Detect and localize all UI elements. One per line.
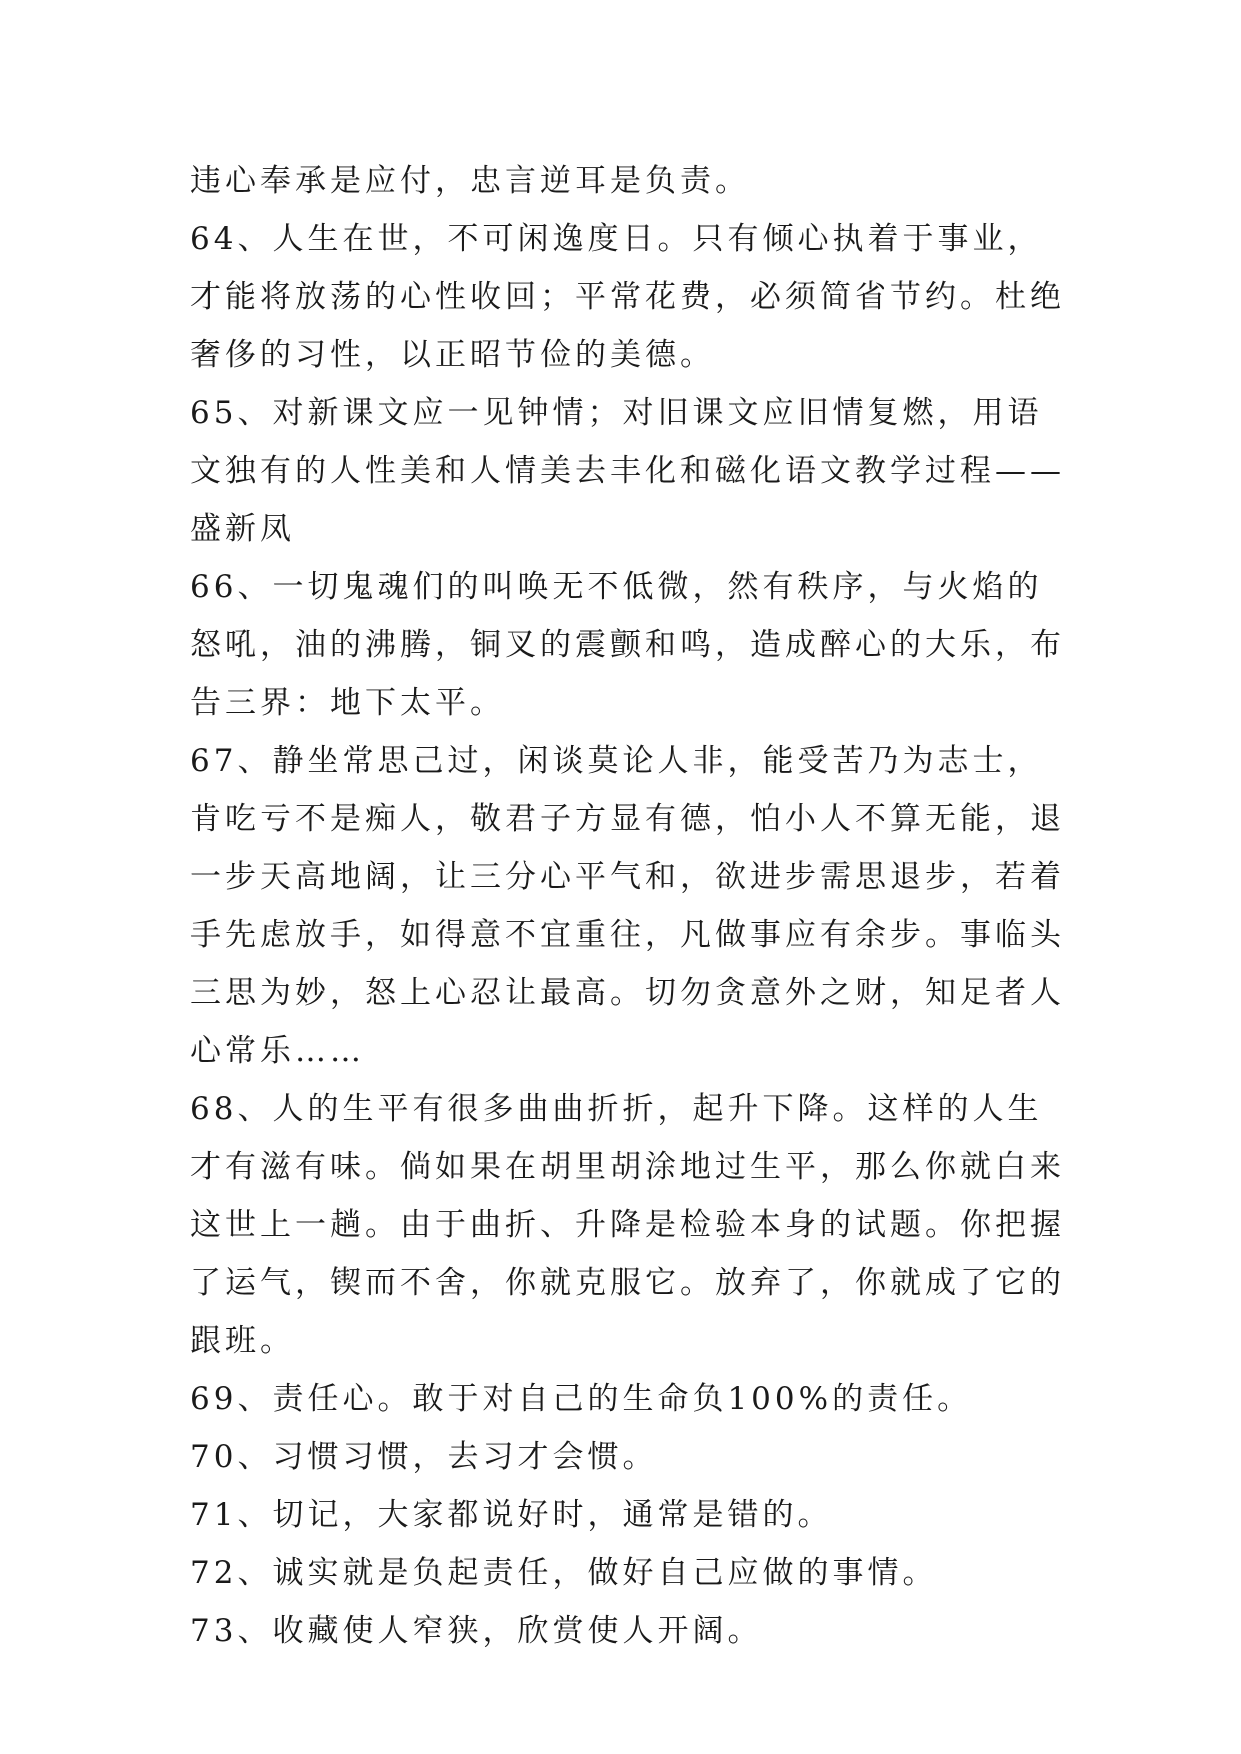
paragraph-64: 64、人生在世，不可闲逸度日。只有倾心执着于事业，才能将放荡的心性收回；平常花费，必须简省节约。杜绝奢侈的习性，以正昭节俭的美德。 xyxy=(190,221,1065,373)
paragraph-70: 70、习惯习惯，去习才会惯。 xyxy=(190,1439,658,1475)
paragraph-67: 67、静坐常思己过，闲谈莫论人非，能受苦乃为志士，肯吃亏不是痴人，敬君子方显有德，怕小人不算无能，退一步天高地阔，让三分心平气和，欲进步需思退步，若着手先虑放手，如得意不宜重往，凡做事应有余步。事临头三思为妙，怒上心忍让最高。切勿贪意外之财，知足者人心常乐…… xyxy=(190,743,1065,1069)
paragraph-continuation: 违心奉承是应付，忠言逆耳是负责。 xyxy=(190,163,750,199)
paragraph-71: 71、切记，大家都说好时，通常是错的。 xyxy=(190,1497,833,1533)
paragraph-68: 68、人的生平有很多曲曲折折，起升下降。这样的人生才有滋有味。倘如果在胡里胡涂地过生平，那么你就白来这世上一趟。由于曲折、升降是检验本身的试题。你把握了运气，锲而不舍，你就克服它。放弃了，你就成了它的跟班。 xyxy=(190,1091,1065,1359)
paragraph-69: 69、责任心。敢于对自己的生命负100%的责任。 xyxy=(190,1381,973,1417)
document-body xyxy=(190,152,1065,1660)
paragraph-73: 73、收藏使人窄狭，欣赏使人开阔。 xyxy=(190,1613,763,1649)
paragraph-65: 65、对新课文应一见钟情；对旧课文应旧情复燃，用语文独有的人性美和人情美去丰化和磁化语文教学过程——盛新凤 xyxy=(190,395,1065,547)
paragraph-72: 72、诚实就是负起责任，做好自己应做的事情。 xyxy=(190,1555,938,1591)
paragraph-66: 66、一切鬼魂们的叫唤无不低微，然有秩序，与火焰的怒吼，油的沸腾，铜叉的震颤和鸣，造成醉心的大乐，布告三界：地下太平。 xyxy=(190,569,1065,721)
